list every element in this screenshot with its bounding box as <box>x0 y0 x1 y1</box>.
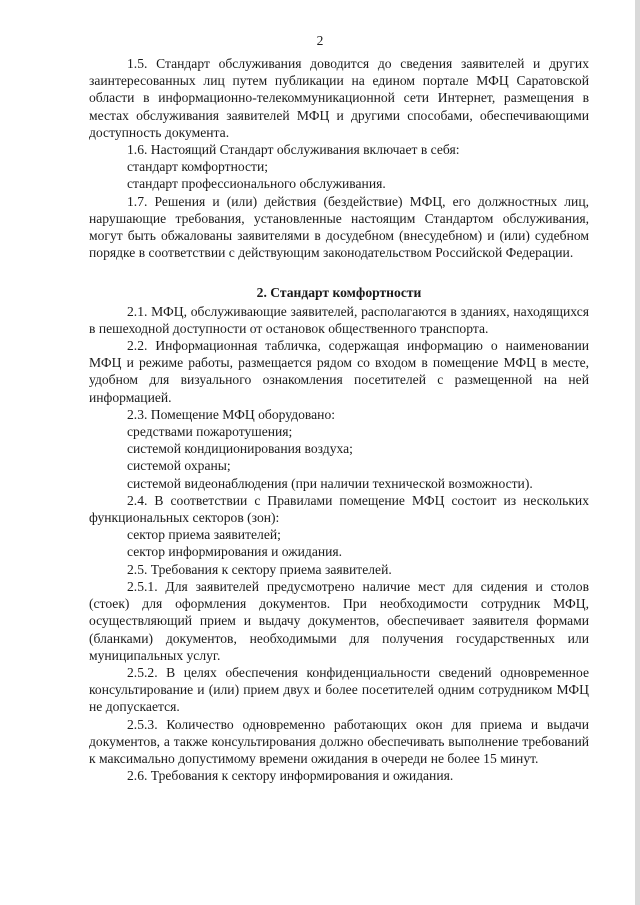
clause-1-7: 1.7. Решения и (или) действия (бездействие) МФЦ, его должностных лиц, нарушающие требования, установленные настоящим Стандартом обслуживания, могут быть обжалованы заявителями в досудебном (внесудебном) и (или) судебном порядке в соответствии с действующим законодательством Российской Федерации. <box>89 193 589 261</box>
section-1 <box>89 55 589 261</box>
clause-2-1: 2.1. МФЦ, обслуживающие заявителей, располагаются в зданиях, находящихся в пешеходной доступности от остановок общественного транспорта. <box>89 303 589 336</box>
list-item: сектор приема заявителей; <box>127 527 281 543</box>
clause-1-5: 1.5. Стандарт обслуживания доводится до сведения заявителей и других заинтересованных лиц путем публикации на едином портале МФЦ Саратовской области в информационно-телекоммуникационной сети Интернет, размещения в местах обслуживания заявителей МФЦ и другими способами, обеспечивающими доступность документа. <box>89 56 589 140</box>
clause-2-6: 2.6. Требования к сектору информирования и ожидания. <box>127 768 454 784</box>
scan-edge-shadow <box>635 0 640 905</box>
page-number: 2 <box>316 33 324 48</box>
clause-2-2: 2.2. Информационная табличка, содержащая информацию о наименовании МФЦ и режиме работы, размещается рядом со входом в помещение МФЦ в месте, удобном для визуального ознакомления посетителей с размещенной на ней информацией. <box>89 338 589 405</box>
list-item: стандарт профессионального обслуживания. <box>127 176 386 192</box>
list-item: средствами пожаротушения; <box>127 424 293 440</box>
clause-2-5-1: 2.5.1. Для заявителей предусмотрено наличие мест для сидения и столов (стоек) для оформления документов. При необходимости сотрудник МФЦ, осуществляющий прием и выдачу документов, обеспечивает заявителя формами (бланками) документов, необходимыми для получения государственных или муниципальных услуг. <box>89 578 589 663</box>
clause-2-5-2: 2.5.2. В целях обеспечения конфиденциальности сведений одновременное консультирование и (или) прием двух и более посетителей одним сотрудником МФЦ не допускается. <box>89 664 589 715</box>
list-item: системой видеонаблюдения (при наличии технической возможности). <box>127 475 533 491</box>
clause-2-5: 2.5. Требования к сектору приема заявителей. <box>127 561 392 577</box>
list-item: стандарт комфортности; <box>127 159 269 175</box>
section-2-heading: 2. Стандарт комфортности <box>256 285 422 301</box>
list-item: сектор информирования и ожидания. <box>127 544 343 560</box>
section-2 <box>89 303 589 785</box>
list-item: системой кондиционирования воздуха; <box>127 441 353 457</box>
clause-1-6: 1.6. Настоящий Стандарт обслуживания включает в себя: <box>127 142 460 158</box>
list-item: системой охраны; <box>127 458 231 474</box>
clause-2-4: 2.4. В соответствии с Правилами помещение МФЦ состоит из нескольких функциональных секторов (зон): <box>89 492 589 526</box>
clause-2-5-3: 2.5.3. Количество одновременно работающих окон для приема и выдачи документов, а также консультирования должно обеспечивать выполнение требований к максимально допустимому времени ожидания в очереди не более 15 минут. <box>89 716 589 766</box>
clause-2-3: 2.3. Помещение МФЦ оборудовано: <box>127 406 336 422</box>
document-body <box>89 55 589 784</box>
